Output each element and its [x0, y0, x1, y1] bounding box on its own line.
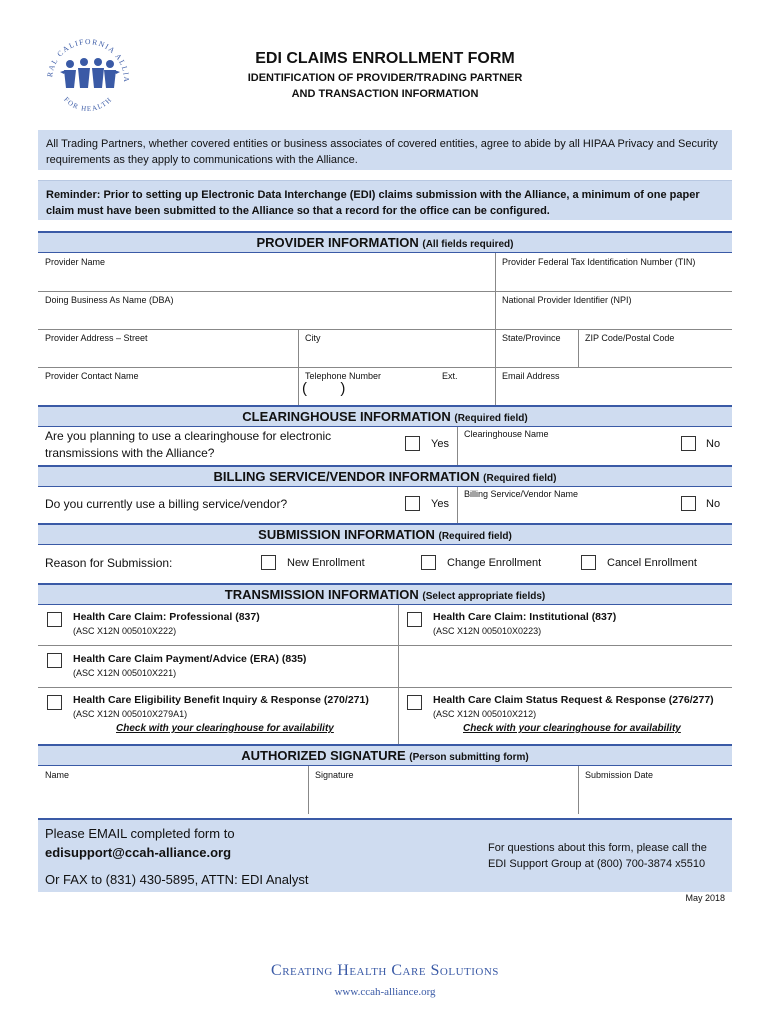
clearinghouse-section-title: CLEARINGHOUSE INFORMATION [242, 409, 451, 424]
billing-no-checkbox[interactable] [681, 496, 696, 511]
transmission-section-note: (Select appropriate fields) [422, 591, 546, 602]
billing-section-note: (Required field) [483, 473, 557, 484]
institutional-837-checkbox[interactable] [407, 612, 422, 627]
cancel-enrollment-checkbox[interactable] [581, 555, 596, 570]
eligibility-availability-note: Check with your clearinghouse for availability [116, 723, 334, 734]
professional-837-label: Health Care Claim: Professional (837) [73, 611, 260, 623]
eligibility-270-271-checkbox[interactable] [47, 695, 62, 710]
support-email-link[interactable]: edisupport@ccah-alliance.org [45, 845, 232, 860]
submission-date-field[interactable]: Submission Date [585, 770, 654, 780]
signature-section-title: AUTHORIZED SIGNATURE [241, 748, 406, 763]
zip-field[interactable]: ZIP Code/Postal Code [585, 333, 675, 343]
submission-section-note: (Required field) [438, 531, 512, 542]
transmission-section-title: TRANSMISSION INFORMATION [224, 587, 419, 602]
submission-section-title: SUBMISSION INFORMATION [258, 527, 435, 542]
form-date: May 2018 [685, 893, 725, 903]
brand-tagline: Creating Health Care Solutions [271, 962, 499, 979]
era-835-code: (ASC X12N 005010X221) [73, 668, 177, 678]
form-subtitle-2: AND TRANSACTION INFORMATION [291, 88, 479, 100]
signature-section-note: (Person submitting form) [409, 752, 529, 763]
svg-text:CENTRAL CALIFORNIA ALLIANCE: RAL CALIFORNIA ALLIA [45, 36, 132, 84]
website-link[interactable]: www.ccah-alliance.org [334, 986, 436, 998]
submission-reason-label: Reason for Submission: [45, 556, 173, 570]
phone-field[interactable]: Telephone Number [305, 371, 382, 381]
clearinghouse-yes-checkbox[interactable] [405, 436, 420, 451]
billing-no-label: No [706, 498, 721, 510]
signer-name-field[interactable]: Name [45, 770, 70, 780]
provider-section-header [38, 231, 732, 253]
era-835-checkbox[interactable] [47, 653, 62, 668]
billing-vendor-name-field[interactable]: Billing Service/Vendor Name [464, 489, 579, 499]
clearinghouse-name-field[interactable]: Clearinghouse Name [464, 429, 549, 439]
billing-section-title: BILLING SERVICE/VENDOR INFORMATION [213, 469, 480, 484]
form-subtitle-1: IDENTIFICATION OF PROVIDER/TRADING PARTNER [247, 72, 523, 84]
claim-status-276-277-label: Health Care Claim Status Request & Response (276/277) [433, 694, 714, 706]
eligibility-270-271-label: Health Care Eligibility Benefit Inquiry & Response (270/271) [73, 694, 369, 706]
billing-question: Do you currently use a billing service/vendor? [45, 497, 288, 511]
signature-field[interactable]: Signature [315, 770, 354, 780]
contact-box [38, 818, 732, 892]
provider-name-field[interactable]: Provider Name [45, 257, 106, 267]
clearinghouse-no-checkbox[interactable] [681, 436, 696, 451]
clearinghouse-yes-label: Yes [431, 438, 449, 450]
new-enrollment-label: New Enrollment [287, 557, 365, 569]
era-835-label: Health Care Claim Payment/Advice (ERA) (835) [73, 653, 307, 665]
email-field[interactable]: Email Address [502, 371, 560, 381]
claim-status-availability-note: Check with your clearinghouse for availability [463, 723, 681, 734]
clearinghouse-section-header [38, 405, 732, 427]
npi-field[interactable]: National Provider Identifier (NPI) [502, 295, 632, 305]
provider-section-title: PROVIDER INFORMATION [256, 235, 419, 250]
alliance-logo [40, 28, 136, 124]
clearinghouse-question: Are you planning to use a clearinghouse for electronic transmissions with the Alliance? [45, 429, 332, 460]
clearinghouse-section-note: (Required field) [454, 413, 528, 424]
clearinghouse-row [38, 427, 732, 465]
clearinghouse-no-label: No [706, 438, 721, 450]
claim-status-276-277-code: (ASC X12N 005010X212) [433, 709, 537, 719]
eligibility-270-271-code: (ASC X12N 005010X279A1) [73, 709, 188, 719]
billing-section-header [38, 465, 732, 487]
professional-837-checkbox[interactable] [47, 612, 62, 627]
questions-line-1: For questions about this form, please call the [488, 842, 707, 854]
tin-field[interactable]: Provider Federal Tax Identification Number (TIN) [502, 257, 696, 267]
transmission-grid [38, 605, 732, 744]
institutional-837-code: (ASC X12N 005010X0223) [433, 626, 542, 636]
signature-section-header [38, 744, 732, 766]
contact-field[interactable]: Provider Contact Name [45, 371, 139, 381]
hipaa-notice: All Trading Partners, whether covered entities or business associates of covered entities, agree to abide by all HIPAA Privacy and Security requirements as they apply to communications with the Alliance. [38, 130, 732, 170]
change-enrollment-checkbox[interactable] [421, 555, 436, 570]
ext-field[interactable]: Ext. [442, 371, 458, 381]
transmission-section-header [38, 583, 732, 605]
fax-instruction: Or FAX to (831) 430-5895, ATTN: EDI Analyst [45, 872, 309, 887]
institutional-837-label: Health Care Claim: Institutional (837) [433, 611, 617, 623]
provider-section-note: (All fields required) [422, 239, 514, 250]
street-field[interactable]: Provider Address – Street [45, 333, 148, 343]
submission-section-header [38, 523, 732, 545]
new-enrollment-checkbox[interactable] [261, 555, 276, 570]
form-title: EDI CLAIMS ENROLLMENT FORM [255, 50, 515, 67]
reminder-notice: Reminder: Prior to setting up Electronic Data Interchange (EDI) claims submission with the Alliance, a minimum of one paper claim must have been submitted to the Alliance so that a record for the office can be configured. [38, 180, 732, 220]
state-field[interactable]: State/Province [502, 333, 561, 343]
billing-yes-checkbox[interactable] [405, 496, 420, 511]
questions-line-2: EDI Support Group at (800) 700-3874 x5510 [488, 858, 706, 870]
signature-row [38, 766, 732, 814]
email-instruction: Please EMAIL completed form to [45, 826, 235, 841]
billing-row [38, 487, 732, 523]
city-field[interactable]: City [305, 333, 321, 343]
provider-grid [38, 253, 732, 405]
phone-area-code-parens: ( ) [302, 380, 346, 397]
svg-text:FOR HEALTH: FOR HEALTH [62, 95, 114, 113]
billing-yes-label: Yes [431, 498, 449, 510]
claim-status-276-277-checkbox[interactable] [407, 695, 422, 710]
change-enrollment-label: Change Enrollment [447, 557, 542, 569]
cancel-enrollment-label: Cancel Enrollment [607, 557, 697, 569]
dba-field[interactable]: Doing Business As Name (DBA) [45, 295, 174, 305]
submission-row [38, 545, 732, 583]
professional-837-code: (ASC X12N 005010X222) [73, 626, 177, 636]
